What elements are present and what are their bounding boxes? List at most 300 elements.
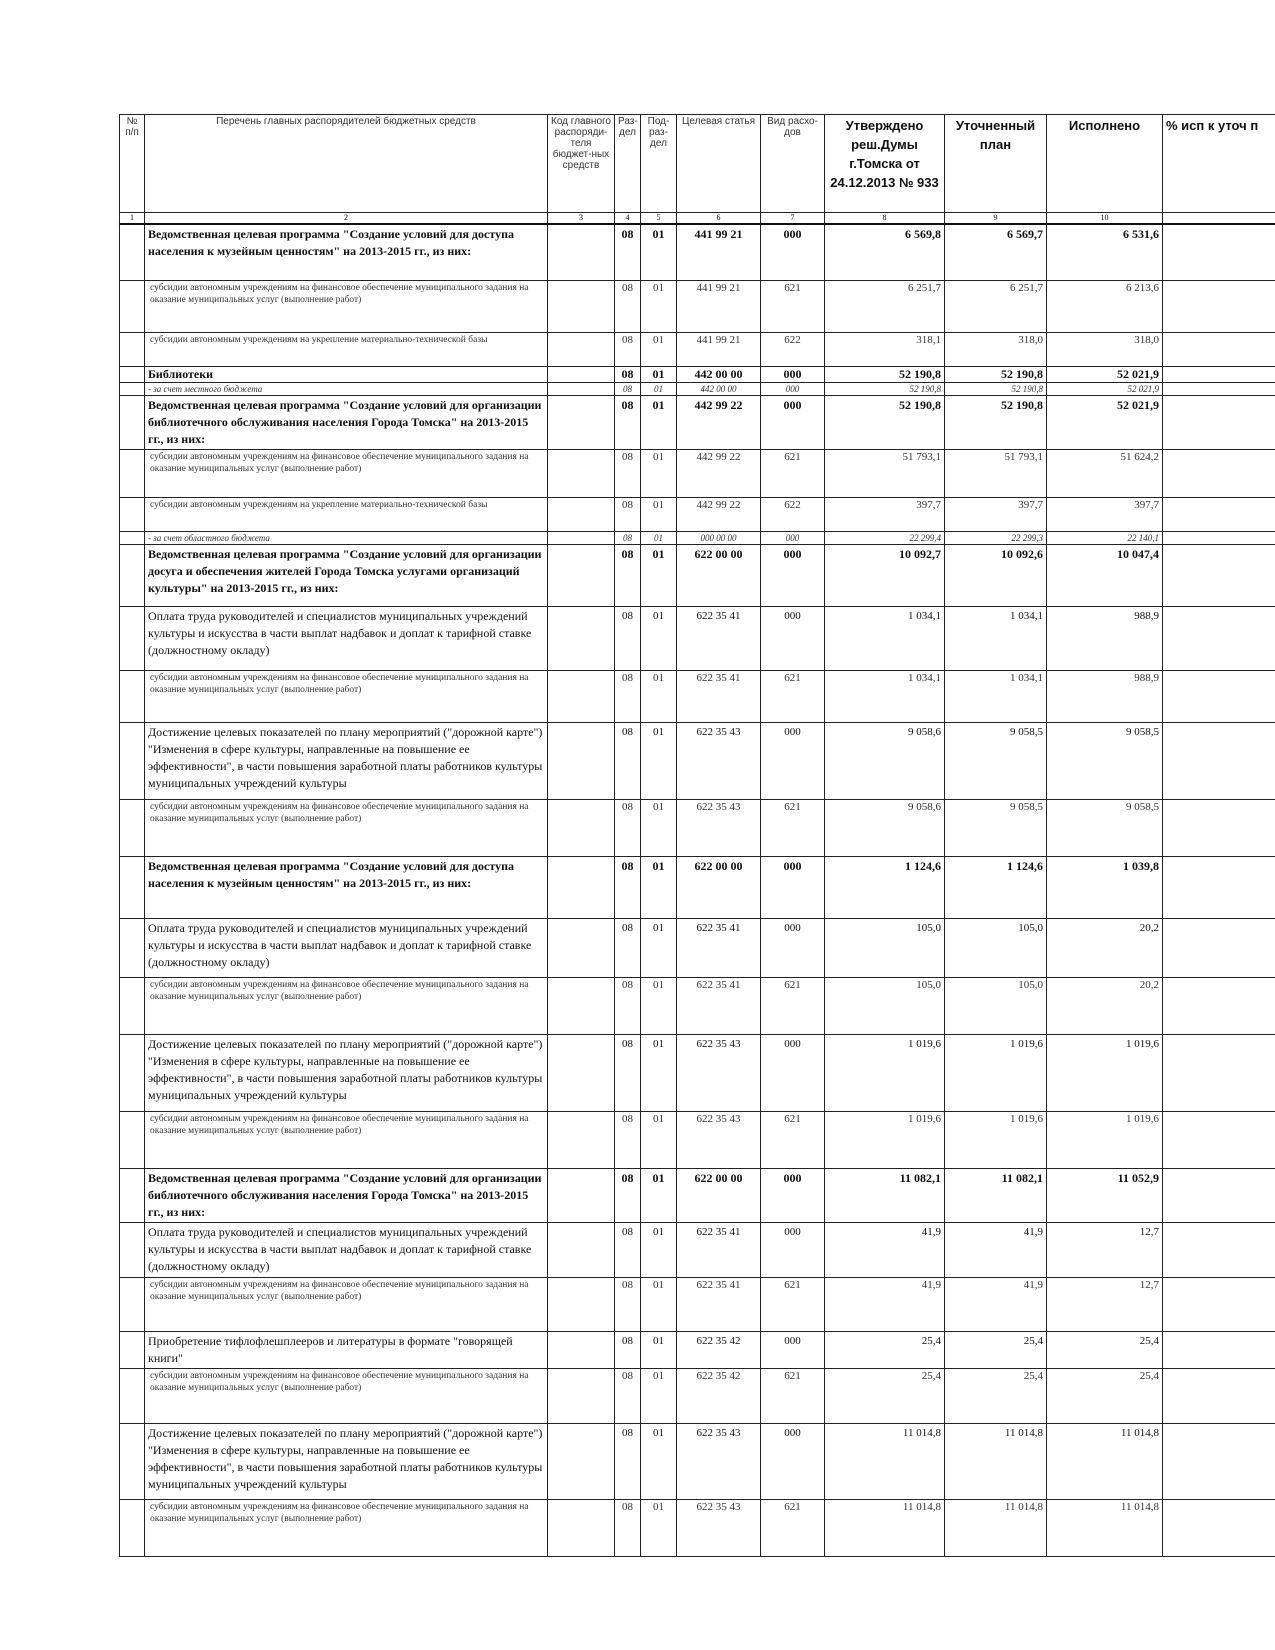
row-number (120, 497, 145, 531)
table-row (120, 1368, 1275, 1423)
table-row (120, 366, 1275, 382)
row-percent (1163, 1331, 1275, 1368)
row-manager-code (548, 382, 615, 395)
row-approved: 52 190,8 (825, 366, 945, 382)
row-number (120, 799, 145, 856)
row-executed: 1 019,6 (1047, 1111, 1163, 1168)
row-revised-plan: 51 793,1 (945, 449, 1047, 497)
row-expense-type: 000 (761, 1168, 825, 1222)
row-number (120, 670, 145, 722)
row-description: Оплата труда руководителей и специалистов муниципальных учреждений культуры и искусства в части выплат надбавок и доплат к тарифной ставке (должностному окладу) (145, 606, 548, 670)
row-expense-type: 000 (761, 722, 825, 799)
row-subsection: 01 (641, 531, 677, 544)
row-description: Приобретение тифлофлешплееров и литературы в формате "говорящей книги" (145, 1331, 548, 1368)
row-manager-code (548, 977, 615, 1034)
row-percent (1163, 449, 1275, 497)
row-section: 08 (615, 1111, 641, 1168)
row-number (120, 531, 145, 544)
row-section: 08 (615, 918, 641, 977)
column-number: 3 (548, 213, 615, 225)
row-target-article: 622 35 42 (677, 1368, 761, 1423)
row-description: Ведомственная целевая программа "Создание условий для доступа населения к музейным ценностям" на 2013-2015 гг., из них: (145, 224, 548, 280)
row-executed: 11 052,9 (1047, 1168, 1163, 1222)
row-percent (1163, 544, 1275, 606)
row-subsection: 01 (641, 918, 677, 977)
row-number (120, 1034, 145, 1111)
row-subsection: 01 (641, 1222, 677, 1277)
row-target-article: 442 99 22 (677, 395, 761, 449)
row-manager-code (548, 1222, 615, 1277)
row-executed: 22 140,1 (1047, 531, 1163, 544)
row-section: 08 (615, 531, 641, 544)
row-executed: 1 039,8 (1047, 856, 1163, 918)
row-number (120, 280, 145, 332)
row-percent (1163, 670, 1275, 722)
row-approved: 11 014,8 (825, 1499, 945, 1556)
row-number (120, 1222, 145, 1277)
row-section: 08 (615, 1277, 641, 1331)
row-number (120, 918, 145, 977)
row-manager-code (548, 544, 615, 606)
table-row (120, 606, 1275, 670)
row-approved: 318,1 (825, 332, 945, 366)
row-executed: 6 213,6 (1047, 280, 1163, 332)
row-executed: 11 014,8 (1047, 1499, 1163, 1556)
row-manager-code (548, 1499, 615, 1556)
row-target-article: 442 99 22 (677, 497, 761, 531)
row-target-article: 622 35 43 (677, 1499, 761, 1556)
row-section: 08 (615, 1499, 641, 1556)
row-expense-type: 000 (761, 544, 825, 606)
row-description: Достижение целевых показателей по плану мероприятий ("дорожной карте") "Изменения в сфере культуры, направленные на повышение ее эффективности", в части повышения заработной платы работников культуры муниципальных учреждений культуры (145, 722, 548, 799)
row-subsection: 01 (641, 497, 677, 531)
table-row (120, 1277, 1275, 1331)
row-percent (1163, 606, 1275, 670)
row-section: 08 (615, 606, 641, 670)
row-manager-code (548, 799, 615, 856)
row-approved: 51 793,1 (825, 449, 945, 497)
table-row (120, 395, 1275, 449)
row-manager-code (548, 1168, 615, 1222)
row-revised-plan: 41,9 (945, 1277, 1047, 1331)
header-revised-plan: Уточненный план (945, 115, 1047, 213)
column-number: 10 (1047, 213, 1163, 225)
table-row (120, 1499, 1275, 1556)
row-description: субсидии автономным учреждениям на финансовое обеспечение муниципального задания на оказание муниципальных услуг (выполнение работ) (145, 280, 548, 332)
column-number: 2 (145, 213, 548, 225)
row-revised-plan: 52 190,8 (945, 366, 1047, 382)
row-approved: 52 190,8 (825, 395, 945, 449)
row-percent (1163, 1222, 1275, 1277)
row-executed: 988,9 (1047, 606, 1163, 670)
row-description: Ведомственная целевая программа "Создание условий для доступа населения к музейным ценностям" на 2013-2015 гг., из них: (145, 856, 548, 918)
row-description: Оплата труда руководителей и специалистов муниципальных учреждений культуры и искусства в части выплат надбавок и доплат к тарифной ставке (должностному окладу) (145, 918, 548, 977)
row-section: 08 (615, 366, 641, 382)
row-revised-plan: 105,0 (945, 918, 1047, 977)
row-percent (1163, 382, 1275, 395)
row-expense-type: 621 (761, 670, 825, 722)
row-number (120, 1368, 145, 1423)
row-expense-type: 000 (761, 224, 825, 280)
row-number (120, 224, 145, 280)
row-section: 08 (615, 856, 641, 918)
column-number: 8 (825, 213, 945, 225)
row-approved: 1 019,6 (825, 1034, 945, 1111)
table-row (120, 497, 1275, 531)
row-percent (1163, 531, 1275, 544)
row-percent (1163, 1168, 1275, 1222)
row-expense-type: 621 (761, 977, 825, 1034)
row-percent (1163, 1034, 1275, 1111)
row-revised-plan: 1 019,6 (945, 1034, 1047, 1111)
row-percent (1163, 799, 1275, 856)
row-revised-plan: 41,9 (945, 1222, 1047, 1277)
row-executed: 52 021,9 (1047, 382, 1163, 395)
row-revised-plan: 11 014,8 (945, 1499, 1047, 1556)
row-percent (1163, 722, 1275, 799)
row-description: субсидии автономным учреждениям на финансовое обеспечение муниципального задания на оказание муниципальных услуг (выполнение работ) (145, 670, 548, 722)
row-subsection: 01 (641, 856, 677, 918)
row-revised-plan: 1 019,6 (945, 1111, 1047, 1168)
row-executed: 52 021,9 (1047, 395, 1163, 449)
row-revised-plan: 105,0 (945, 977, 1047, 1034)
row-target-article: 622 35 41 (677, 606, 761, 670)
row-manager-code (548, 1331, 615, 1368)
row-description: Библиотеки (145, 366, 548, 382)
header-target-article: Целевая статья (677, 115, 761, 213)
row-manager-code (548, 918, 615, 977)
row-expense-type: 000 (761, 382, 825, 395)
row-expense-type: 621 (761, 1277, 825, 1331)
row-number (120, 395, 145, 449)
table-row (120, 856, 1275, 918)
row-executed: 25,4 (1047, 1368, 1163, 1423)
row-executed: 52 021,9 (1047, 366, 1163, 382)
row-target-article: 622 35 41 (677, 670, 761, 722)
row-manager-code (548, 606, 615, 670)
row-approved: 397,7 (825, 497, 945, 531)
column-number: 5 (641, 213, 677, 225)
row-description: Ведомственная целевая программа "Создание условий для организации библиотечного обслуживания населения Города Томска" на 2013-2015 гг., из них: (145, 1168, 548, 1222)
row-manager-code (548, 395, 615, 449)
row-section: 08 (615, 1034, 641, 1111)
row-expense-type: 000 (761, 1331, 825, 1368)
row-approved: 9 058,6 (825, 722, 945, 799)
row-target-article: 622 35 42 (677, 1331, 761, 1368)
table-row (120, 280, 1275, 332)
row-description: субсидии автономным учреждениям на финансовое обеспечение муниципального задания на оказание муниципальных услуг (выполнение работ) (145, 1111, 548, 1168)
row-executed: 397,7 (1047, 497, 1163, 531)
row-executed: 6 531,6 (1047, 224, 1163, 280)
row-expense-type: 621 (761, 1368, 825, 1423)
row-description: - за счет местного бюджета (145, 382, 548, 395)
row-percent (1163, 497, 1275, 531)
row-executed: 10 047,4 (1047, 544, 1163, 606)
header-row (120, 115, 1275, 213)
row-description: - за счет областного бюджета (145, 531, 548, 544)
table-row (120, 1423, 1275, 1499)
row-manager-code (548, 280, 615, 332)
column-number-row (120, 213, 1275, 225)
row-subsection: 01 (641, 799, 677, 856)
row-executed: 12,7 (1047, 1277, 1163, 1331)
row-section: 08 (615, 382, 641, 395)
row-manager-code (548, 531, 615, 544)
row-subsection: 01 (641, 1368, 677, 1423)
row-section: 08 (615, 280, 641, 332)
row-target-article: 442 00 00 (677, 366, 761, 382)
row-subsection: 01 (641, 449, 677, 497)
row-expense-type: 621 (761, 1499, 825, 1556)
header-percent: % исп к уточ п (1163, 115, 1275, 213)
row-target-article: 441 99 21 (677, 332, 761, 366)
row-target-article: 622 35 43 (677, 722, 761, 799)
row-subsection: 01 (641, 1168, 677, 1222)
row-revised-plan: 11 014,8 (945, 1423, 1047, 1499)
row-approved: 25,4 (825, 1331, 945, 1368)
row-manager-code (548, 332, 615, 366)
row-number (120, 449, 145, 497)
row-target-article: 000 00 00 (677, 531, 761, 544)
row-description: субсидии автономным учреждениям на финансовое обеспечение муниципального задания на оказание муниципальных услуг (выполнение работ) (145, 1368, 548, 1423)
row-number (120, 856, 145, 918)
row-percent (1163, 1277, 1275, 1331)
row-manager-code (548, 366, 615, 382)
row-revised-plan: 52 190,8 (945, 382, 1047, 395)
row-manager-code (548, 1368, 615, 1423)
row-approved: 6 569,8 (825, 224, 945, 280)
row-target-article: 622 35 41 (677, 977, 761, 1034)
row-description: субсидии автономным учреждениям на финансовое обеспечение муниципального задания на оказание муниципальных услуг (выполнение работ) (145, 977, 548, 1034)
row-subsection: 01 (641, 280, 677, 332)
table-row (120, 722, 1275, 799)
row-percent (1163, 395, 1275, 449)
row-subsection: 01 (641, 977, 677, 1034)
row-section: 08 (615, 449, 641, 497)
row-revised-plan: 52 190,8 (945, 395, 1047, 449)
table-row (120, 449, 1275, 497)
column-number: 9 (945, 213, 1047, 225)
row-number (120, 1277, 145, 1331)
column-number: 4 (615, 213, 641, 225)
table-row (120, 1331, 1275, 1368)
row-section: 08 (615, 544, 641, 606)
row-number (120, 1168, 145, 1222)
row-subsection: 01 (641, 332, 677, 366)
row-expense-type: 000 (761, 395, 825, 449)
row-executed: 11 014,8 (1047, 1423, 1163, 1499)
row-description: субсидии автономным учреждениям на финансовое обеспечение муниципального задания на оказание муниципальных услуг (выполнение работ) (145, 1277, 548, 1331)
row-expense-type: 621 (761, 799, 825, 856)
column-number: 1 (120, 213, 145, 225)
row-subsection: 01 (641, 1331, 677, 1368)
header-expense-type: Вид расхо-дов (761, 115, 825, 213)
table-row (120, 382, 1275, 395)
row-percent (1163, 1368, 1275, 1423)
row-subsection: 01 (641, 544, 677, 606)
row-revised-plan: 1 034,1 (945, 670, 1047, 722)
row-subsection: 01 (641, 382, 677, 395)
row-executed: 51 624,2 (1047, 449, 1163, 497)
row-percent (1163, 856, 1275, 918)
row-number (120, 722, 145, 799)
row-approved: 25,4 (825, 1368, 945, 1423)
header-code: Код главного распоряди-теля бюджет-ных средств (548, 115, 615, 213)
table-row (120, 544, 1275, 606)
row-description: Достижение целевых показателей по плану мероприятий ("дорожной карте") "Изменения в сфере культуры, направленные на повышение ее эффективности", в части повышения заработной платы работников культуры муниципальных учреждений культуры (145, 1423, 548, 1499)
table-row (120, 531, 1275, 544)
row-subsection: 01 (641, 1034, 677, 1111)
row-approved: 105,0 (825, 918, 945, 977)
row-executed: 988,9 (1047, 670, 1163, 722)
row-number (120, 1111, 145, 1168)
row-target-article: 622 35 43 (677, 1111, 761, 1168)
row-number (120, 544, 145, 606)
header-number: № п/п (120, 115, 145, 213)
header-section: Раз-дел (615, 115, 641, 213)
row-target-article: 622 35 41 (677, 918, 761, 977)
row-approved: 11 082,1 (825, 1168, 945, 1222)
row-subsection: 01 (641, 670, 677, 722)
row-manager-code (548, 1034, 615, 1111)
row-percent (1163, 366, 1275, 382)
row-section: 08 (615, 977, 641, 1034)
row-executed: 12,7 (1047, 1222, 1163, 1277)
row-expense-type: 000 (761, 531, 825, 544)
header-executed: Исполнено (1047, 115, 1163, 213)
header-approved: Утверждено реш.Думы г.Томска от 24.12.2013 № 933 (825, 115, 945, 213)
row-description: Оплата труда руководителей и специалистов муниципальных учреждений культуры и искусства в части выплат надбавок и доплат к тарифной ставке (должностному окладу) (145, 1222, 548, 1277)
row-subsection: 01 (641, 395, 677, 449)
row-approved: 52 190,8 (825, 382, 945, 395)
row-subsection: 01 (641, 1423, 677, 1499)
header-name: Перечень главных распорядителей бюджетных средств (145, 115, 548, 213)
row-manager-code (548, 670, 615, 722)
row-approved: 41,9 (825, 1277, 945, 1331)
row-revised-plan: 318,0 (945, 332, 1047, 366)
column-number: 7 (761, 213, 825, 225)
column-number: 6 (677, 213, 761, 225)
table-row (120, 1034, 1275, 1111)
row-approved: 22 299,4 (825, 531, 945, 544)
row-subsection: 01 (641, 1111, 677, 1168)
row-section: 08 (615, 1423, 641, 1499)
row-subsection: 01 (641, 224, 677, 280)
row-revised-plan: 11 082,1 (945, 1168, 1047, 1222)
table-row (120, 918, 1275, 977)
table-row (120, 1111, 1275, 1168)
row-manager-code (548, 856, 615, 918)
table-row (120, 332, 1275, 366)
row-section: 08 (615, 799, 641, 856)
row-section: 08 (615, 1331, 641, 1368)
row-manager-code (548, 722, 615, 799)
table-row (120, 224, 1275, 280)
row-target-article: 442 99 22 (677, 449, 761, 497)
row-manager-code (548, 1277, 615, 1331)
row-expense-type: 622 (761, 332, 825, 366)
row-number (120, 382, 145, 395)
row-number (120, 1331, 145, 1368)
row-target-article: 442 00 00 (677, 382, 761, 395)
column-number (1163, 213, 1275, 225)
row-target-article: 441 99 21 (677, 224, 761, 280)
row-expense-type: 621 (761, 1111, 825, 1168)
row-subsection: 01 (641, 722, 677, 799)
row-manager-code (548, 1423, 615, 1499)
table-row (120, 1168, 1275, 1222)
row-section: 08 (615, 1368, 641, 1423)
row-description: Ведомственная целевая программа "Создание условий для организации досуга и обеспечения жителей Города Томска услугами организаций культуры" на 2013-2015 гг., из них: (145, 544, 548, 606)
row-revised-plan: 6 251,7 (945, 280, 1047, 332)
row-subsection: 01 (641, 1499, 677, 1556)
table-body (120, 224, 1275, 1556)
row-revised-plan: 25,4 (945, 1331, 1047, 1368)
row-percent (1163, 332, 1275, 366)
table-row (120, 977, 1275, 1034)
row-revised-plan: 6 569,7 (945, 224, 1047, 280)
row-executed: 9 058,5 (1047, 722, 1163, 799)
row-number (120, 1423, 145, 1499)
header-subsection: Под-раз-дел (641, 115, 677, 213)
table-row (120, 1222, 1275, 1277)
row-percent (1163, 280, 1275, 332)
row-number (120, 332, 145, 366)
row-number (120, 977, 145, 1034)
row-description: субсидии автономным учреждениям на финансовое обеспечение муниципального задания на оказание муниципальных услуг (выполнение работ) (145, 799, 548, 856)
row-number (120, 606, 145, 670)
row-percent (1163, 224, 1275, 280)
row-executed: 20,2 (1047, 918, 1163, 977)
row-section: 08 (615, 722, 641, 799)
row-approved: 1 034,1 (825, 606, 945, 670)
row-executed: 20,2 (1047, 977, 1163, 1034)
row-section: 08 (615, 1222, 641, 1277)
budget-table (119, 114, 1275, 1557)
row-approved: 1 124,6 (825, 856, 945, 918)
row-revised-plan: 397,7 (945, 497, 1047, 531)
row-target-article: 622 35 43 (677, 799, 761, 856)
row-number (120, 366, 145, 382)
row-manager-code (548, 449, 615, 497)
row-number (120, 1499, 145, 1556)
row-expense-type: 000 (761, 366, 825, 382)
row-section: 08 (615, 1168, 641, 1222)
row-executed: 25,4 (1047, 1331, 1163, 1368)
row-approved: 105,0 (825, 977, 945, 1034)
row-manager-code (548, 497, 615, 531)
row-executed: 318,0 (1047, 332, 1163, 366)
row-description: субсидии автономным учреждениям на укрепление материально-технической базы (145, 497, 548, 531)
row-manager-code (548, 1111, 615, 1168)
row-target-article: 622 35 41 (677, 1222, 761, 1277)
row-description: субсидии автономным учреждениям на укрепление материально-технической базы (145, 332, 548, 366)
row-manager-code (548, 224, 615, 280)
row-percent (1163, 1111, 1275, 1168)
table-row (120, 799, 1275, 856)
row-target-article: 622 00 00 (677, 856, 761, 918)
row-expense-type: 000 (761, 918, 825, 977)
row-percent (1163, 977, 1275, 1034)
row-expense-type: 000 (761, 1034, 825, 1111)
row-revised-plan: 1 034,1 (945, 606, 1047, 670)
row-revised-plan: 22 299,3 (945, 531, 1047, 544)
row-revised-plan: 9 058,5 (945, 722, 1047, 799)
row-target-article: 622 35 43 (677, 1034, 761, 1111)
row-subsection: 01 (641, 606, 677, 670)
row-expense-type: 000 (761, 606, 825, 670)
row-target-article: 622 35 43 (677, 1423, 761, 1499)
